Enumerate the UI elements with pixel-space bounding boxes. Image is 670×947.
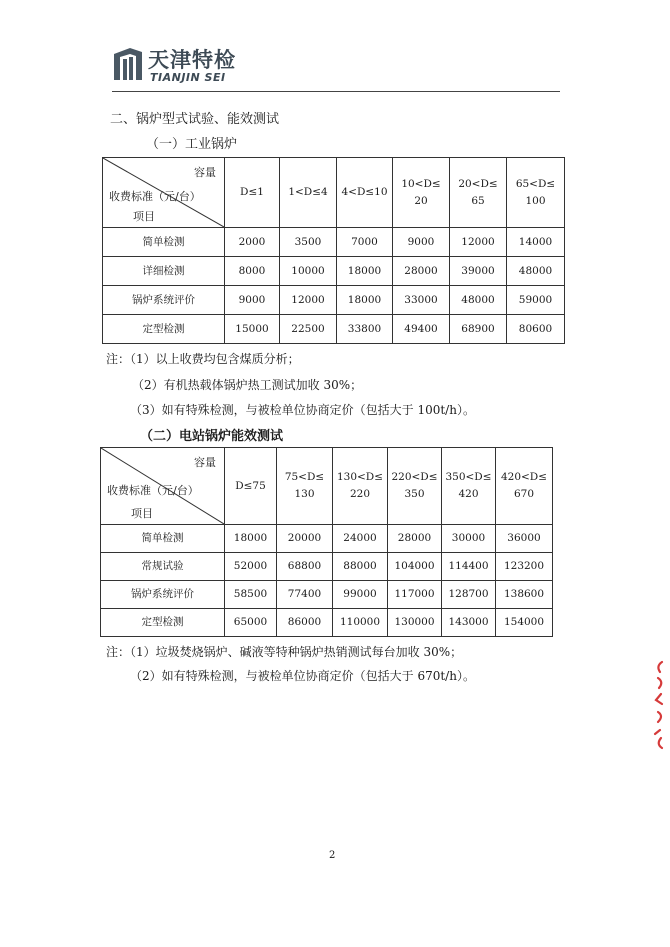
column-header: 420<D≤ 670 bbox=[496, 448, 553, 525]
row-label: 简单检测 bbox=[101, 525, 225, 553]
row-label: 详细检测 bbox=[103, 257, 225, 286]
table-cell: 9000 bbox=[393, 228, 450, 257]
note-2-1: 注：（1）垃圾焚烧锅炉、碱液等特种锅炉热销测试每台加收 30%； bbox=[106, 645, 463, 659]
row-label: 锅炉系统评价 bbox=[103, 286, 225, 315]
row-label: 定型检测 bbox=[103, 315, 225, 344]
table-cell: 10000 bbox=[280, 257, 337, 286]
row-label: 定型检测 bbox=[101, 609, 225, 637]
column-header: 350<D≤ 420 bbox=[442, 448, 496, 525]
table-cell: 143000 bbox=[442, 609, 496, 637]
table-row bbox=[103, 315, 565, 344]
table-cell: 65000 bbox=[225, 609, 277, 637]
table-cell: 14000 bbox=[507, 228, 565, 257]
table-cell: 2000 bbox=[225, 228, 280, 257]
table-cell: 7000 bbox=[337, 228, 393, 257]
logo-mark-icon bbox=[112, 46, 144, 80]
table-cell: 20000 bbox=[277, 525, 333, 553]
table-row bbox=[103, 228, 565, 257]
table-row bbox=[101, 609, 553, 637]
column-header: 20<D≤ 65 bbox=[450, 158, 507, 228]
logo bbox=[112, 44, 262, 86]
column-header: 1<D≤4 bbox=[280, 158, 337, 228]
section-title: 二、锅炉型式试验、能效测试 bbox=[110, 112, 280, 127]
table-cell: 77400 bbox=[277, 581, 333, 609]
table-cell: 3500 bbox=[280, 228, 337, 257]
table-cell: 9000 bbox=[225, 286, 280, 315]
subsection-power-station-title: （二）电站锅炉能效测试 bbox=[140, 429, 284, 444]
table-cell: 30000 bbox=[442, 525, 496, 553]
table-cell: 138600 bbox=[496, 581, 553, 609]
header-divider bbox=[112, 91, 560, 92]
table-corner-cell bbox=[103, 158, 225, 228]
table-cell: 18000 bbox=[337, 257, 393, 286]
table-cell: 128700 bbox=[442, 581, 496, 609]
table-header-row bbox=[101, 448, 553, 525]
corner-capacity-label: 容量 bbox=[194, 166, 216, 179]
table-row bbox=[103, 257, 565, 286]
table-cell: 39000 bbox=[450, 257, 507, 286]
page-number: 2 bbox=[329, 850, 336, 861]
column-header: 10<D≤ 20 bbox=[393, 158, 450, 228]
table-cell: 22500 bbox=[280, 315, 337, 344]
logo-text-cn: 天津特检 bbox=[148, 48, 236, 72]
table-cell: 12000 bbox=[280, 286, 337, 315]
table-row bbox=[103, 286, 565, 315]
table-cell: 24000 bbox=[333, 525, 388, 553]
table-cell: 110000 bbox=[333, 609, 388, 637]
column-header: D≤1 bbox=[225, 158, 280, 228]
note-1-3: （3）如有特殊检测，与被检单位协商定价（包括大于 100t/h）。 bbox=[130, 403, 475, 417]
note-1-1: 注：（1）以上收费均包含煤质分析； bbox=[106, 352, 300, 366]
column-header: 130<D≤ 220 bbox=[333, 448, 388, 525]
table-cell: 86000 bbox=[277, 609, 333, 637]
table-cell: 28000 bbox=[388, 525, 442, 553]
table-cell: 68900 bbox=[450, 315, 507, 344]
table-cell: 68800 bbox=[277, 553, 333, 581]
table-header-row bbox=[103, 158, 565, 228]
note-2-2: （2）如有特殊检测，与被检单位协商定价（包括大于 670t/h）。 bbox=[130, 669, 475, 683]
table-cell: 18000 bbox=[225, 525, 277, 553]
table-cell: 154000 bbox=[496, 609, 553, 637]
table-cell: 12000 bbox=[450, 228, 507, 257]
table-cell: 48000 bbox=[450, 286, 507, 315]
table-row bbox=[101, 581, 553, 609]
table-cell: 33800 bbox=[337, 315, 393, 344]
table-cell: 104000 bbox=[388, 553, 442, 581]
table-cell: 88000 bbox=[333, 553, 388, 581]
power-station-fee-table bbox=[100, 447, 553, 637]
column-header: 65<D≤ 100 bbox=[507, 158, 565, 228]
table-cell: 130000 bbox=[388, 609, 442, 637]
column-header: 220<D≤ 350 bbox=[388, 448, 442, 525]
table-cell: 18000 bbox=[337, 286, 393, 315]
seal-stamp-fragment-icon bbox=[652, 660, 666, 750]
table-cell: 80600 bbox=[507, 315, 565, 344]
corner-item-label: 项目 bbox=[131, 507, 153, 521]
table-cell: 117000 bbox=[388, 581, 442, 609]
table-row bbox=[101, 553, 553, 581]
column-header: D≤75 bbox=[225, 448, 277, 525]
table-cell: 49400 bbox=[393, 315, 450, 344]
table-cell: 15000 bbox=[225, 315, 280, 344]
table-cell: 33000 bbox=[393, 286, 450, 315]
table-row bbox=[101, 525, 553, 553]
row-label: 常规试验 bbox=[101, 553, 225, 581]
row-label: 简单检测 bbox=[103, 228, 225, 257]
note-1-2: （2）有机热载体锅炉热工测试加收 30%； bbox=[132, 378, 363, 392]
corner-item-label: 项目 bbox=[133, 210, 155, 224]
logo-text-en: TIANJIN SEI bbox=[150, 71, 226, 84]
table-cell: 59000 bbox=[507, 286, 565, 315]
table-cell: 8000 bbox=[225, 257, 280, 286]
row-label: 锅炉系统评价 bbox=[101, 581, 225, 609]
column-header: 4<D≤10 bbox=[337, 158, 393, 228]
industrial-boiler-fee-table bbox=[102, 157, 565, 344]
corner-capacity-label: 容量 bbox=[194, 456, 216, 469]
column-header: 75<D≤ 130 bbox=[277, 448, 333, 525]
corner-standard-label: 收费标准（元/台） bbox=[107, 484, 199, 497]
corner-standard-label: 收费标准（元/台） bbox=[109, 190, 201, 203]
table-cell: 123200 bbox=[496, 553, 553, 581]
table-cell: 99000 bbox=[333, 581, 388, 609]
table-corner-cell bbox=[101, 448, 225, 525]
table-cell: 28000 bbox=[393, 257, 450, 286]
table-cell: 36000 bbox=[496, 525, 553, 553]
table-cell: 58500 bbox=[225, 581, 277, 609]
table-cell: 114400 bbox=[442, 553, 496, 581]
table-cell: 52000 bbox=[225, 553, 277, 581]
table-cell: 48000 bbox=[507, 257, 565, 286]
subsection-industrial-title: （一）工业锅炉 bbox=[146, 137, 238, 152]
